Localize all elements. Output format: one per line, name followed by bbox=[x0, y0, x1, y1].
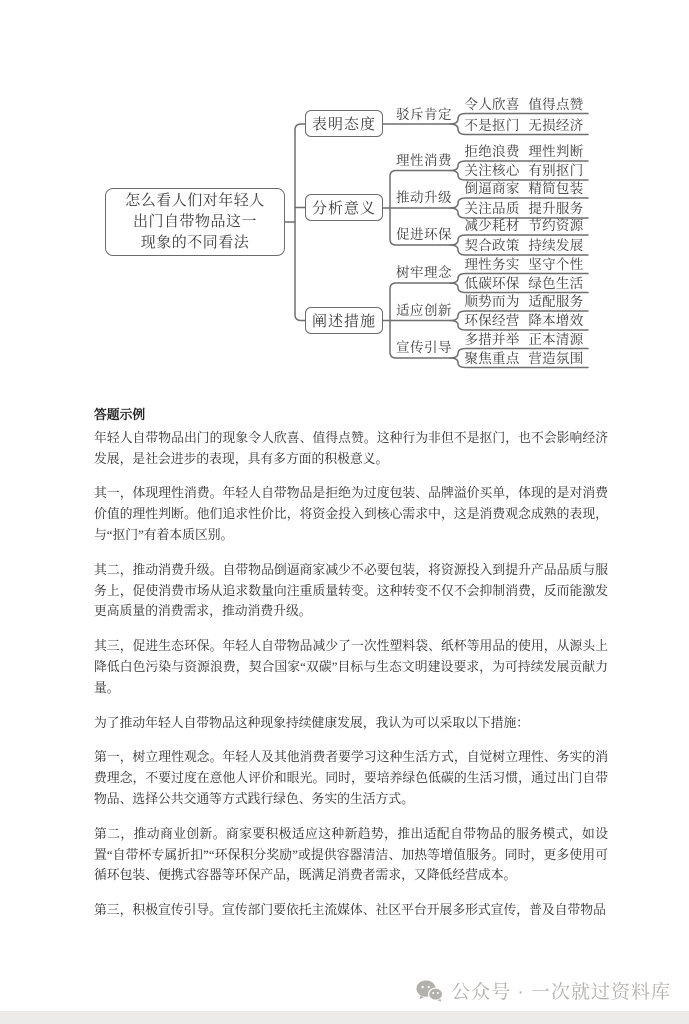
answer-heading: 答题示例 bbox=[94, 408, 146, 422]
leaf-item: 理性务实 坚守个性 bbox=[464, 257, 584, 272]
answer-paragraph-measure3: 第三，积极宣传引导。宣传部门要依托主流媒体、社区平台开展多形式宣传，普及自带物品 bbox=[94, 903, 606, 918]
leaf-item: 减少耗材 节约资源 bbox=[464, 218, 584, 233]
answer-paragraph-intro: 年轻人自带物品出门的现象令人欣喜、值得点赞。这种行为非但不是抠门，也不会影响经济发展，是社会进步的表现，具有多方面的积极意义。 bbox=[94, 430, 608, 466]
subbranch-label-adapt-innovate: 适应创新 bbox=[396, 303, 452, 318]
subbranch-label-rational-consumption: 理性消费 bbox=[396, 153, 452, 168]
root-line-2: 出门自带物品这一 bbox=[132, 213, 257, 230]
mindmap-root-node bbox=[105, 188, 285, 256]
answer-paragraph-transition: 为了推动年轻人自带物品这种现象持续健康发展，我认为可以采取以下措施： bbox=[94, 715, 530, 730]
answer-section bbox=[94, 405, 608, 935]
root-line-3: 现象的不同看法 bbox=[140, 234, 250, 251]
branch-box-attitude bbox=[305, 110, 383, 137]
subbranch-label-drive-upgrade: 推动升级 bbox=[396, 190, 452, 205]
footer-label: 公众号 · 一次就过资料库 bbox=[451, 982, 671, 1003]
leaf-item: 低碳环保 绿色生活 bbox=[464, 276, 584, 291]
mindmap-diagram bbox=[0, 0, 689, 392]
wechat-account-footer bbox=[416, 977, 671, 1004]
answer-paragraph-measure1: 第一，树立理性观念。年轻人及其他消费者要学习这种生活方式，自觉树立理性、务实的消费理念，不要过度在意他人评价和眼光。同时，要培养绿色低碳的生活习惯，通过出门自带物品、选择公共交通等方式践行绿色、务实的生活方式。 bbox=[94, 750, 608, 806]
subbranch-label-publicity-guide: 宣传引导 bbox=[396, 340, 452, 355]
leaf-item: 关注品质 提升服务 bbox=[464, 201, 584, 216]
answer-paragraph-point3: 其三，促进生态环保。年轻人自带物品减少了一次性塑料袋、纸杯等用品的使用，从源头上降低白色污染与资源浪费，契合国家“双碳”目标与生态文明建设要求，为可持续发展贡献力量。 bbox=[94, 639, 608, 695]
leaf-item: 契合政策 持续发展 bbox=[464, 238, 584, 253]
answer-paragraph-point2: 其二，推动消费升级。自带物品倒逼商家减少不必要包装，将资源投入到提升产品品质与服务上，促使消费市场从追求数量向注重质量转变。这种转变不仅不会抑制消费，反而能激发更高质量的消费需求，推动消费升级。 bbox=[94, 562, 608, 619]
leaf-item: 聚焦重点 营造氛围 bbox=[464, 351, 584, 366]
leaf-item: 不是抠门 无损经济 bbox=[464, 118, 584, 133]
leaf-item: 关注核心 有别抠门 bbox=[464, 163, 584, 178]
leaf-item: 环保经营 降本增效 bbox=[464, 313, 584, 328]
branch-box-meaning bbox=[305, 194, 383, 221]
branch-label: 分析意义 bbox=[311, 201, 376, 217]
wechat-icon bbox=[416, 980, 443, 1002]
subbranch-label-refute-affirm: 驳斥肯定 bbox=[396, 107, 452, 122]
branch-label: 表明态度 bbox=[311, 117, 376, 133]
leaf-item: 顺势而为 适配服务 bbox=[464, 294, 584, 309]
leaf-item: 拒绝浪费 理性判断 bbox=[464, 144, 584, 159]
bottom-page-strip bbox=[0, 1011, 689, 1024]
root-text bbox=[125, 191, 265, 254]
answer-paragraph-measure2: 第二，推动商业创新。商家要积极适应这种新趋势，推出适配自带物品的服务模式，如设置“自带杯专属折扣”“环保积分奖励”或提供容器清洁、加热等增值服务。同时，更多使用可循环包装、便携式容器等环保产品，既满足消费者需求，又降低经营成本。 bbox=[94, 826, 608, 883]
answer-paragraph-point1: 其一，体现理性消费。年轻人自带物品是拒绝为过度包装、品牌溢价买单，体现的是对消费价值的理性判断。他们追求性价比，将资金投入到核心需求中，这是消费观念成熟的表现，与“抠门”有着本质区别。 bbox=[94, 486, 608, 542]
leaf-item: 多措并举 正本清源 bbox=[464, 332, 584, 347]
leaf-item: 倒逼商家 精简包装 bbox=[464, 181, 584, 196]
subbranch-label-promote-eco: 促进环保 bbox=[396, 227, 452, 242]
leaf-item: 令人欣喜 值得点赞 bbox=[464, 97, 584, 112]
branch-box-measures bbox=[305, 307, 383, 334]
branch-label: 阐述措施 bbox=[311, 314, 376, 330]
subbranch-label-build-concept: 树牢理念 bbox=[396, 265, 452, 280]
root-line-1: 怎么看人们对年轻人 bbox=[125, 192, 265, 209]
